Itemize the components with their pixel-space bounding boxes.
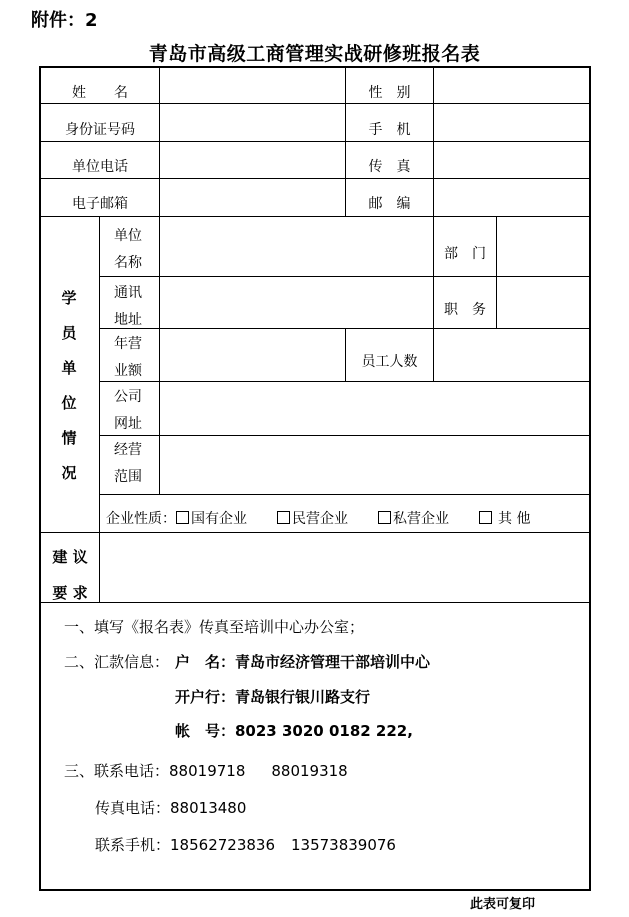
unit-phone-label: 单位电话 <box>72 159 128 175</box>
mobile-2: 13573839076 <box>291 836 396 854</box>
checkbox-other[interactable] <box>479 511 492 524</box>
mobile-label: 手 机 <box>368 122 411 138</box>
business-scope-label: 经营 范围 <box>114 442 142 485</box>
enterprise-nature: 企业性质： 国有企业 民营企业 私营企业 其 他 <box>106 511 531 527</box>
fax-line: 传真电话：88013480 <box>95 799 247 817</box>
checkbox-private[interactable] <box>378 511 391 524</box>
department-label: 部 门 <box>444 246 486 262</box>
gender-label: 性 别 <box>368 85 411 101</box>
position-label: 职 务 <box>444 302 486 318</box>
fax-label: 传 真 <box>368 159 411 175</box>
suggest-label-line1: 建 议 <box>52 548 88 566</box>
staff-count-label: 员工人数 <box>361 354 418 370</box>
revenue-label: 年营 业额 <box>114 336 142 379</box>
address-label: 通讯 地址 <box>114 285 142 328</box>
id-number-label: 身份证号码 <box>65 122 135 138</box>
phone-1: 88019718 <box>169 762 246 780</box>
account-name: 户 名：青岛市经济管理干部培训中心 <box>175 653 431 671</box>
mobile-1: 18562723836 <box>170 836 275 854</box>
name-label: 姓 名 <box>72 85 128 101</box>
checkbox-private-civil[interactable] <box>277 511 290 524</box>
attachment-label: 附件：2 <box>31 10 98 31</box>
suggest-label-line2: 要 求 <box>52 584 88 602</box>
section-label-student-unit: 学 员 单 位 情 况 <box>61 289 77 482</box>
note-item-1: 一、填写《报名表》传真至培训中心办公室； <box>64 618 365 636</box>
unit-name-label: 单位 名称 <box>114 228 142 271</box>
account-number: 帐 号：8023 3020 0182 222, <box>175 722 413 740</box>
checkbox-state-owned[interactable] <box>176 511 189 524</box>
note-item-2-prefix: 二、汇款信息： <box>64 653 170 671</box>
note-item-3: 三、联系电话：88019718 88019318 <box>64 762 348 780</box>
form-title: 青岛市高级工商管理实战研修班报名表 <box>148 43 481 65</box>
fax-number: 88013480 <box>170 799 247 817</box>
bank-name: 开户行：青岛银行银川路支行 <box>175 688 371 706</box>
mobile-line: 联系手机：18562723836 13573839076 <box>95 836 396 854</box>
phone-2: 88019318 <box>271 762 348 780</box>
email-label: 电子邮箱 <box>72 196 128 212</box>
website-label: 公司 网址 <box>114 389 142 432</box>
footer-note: 此表可复印 <box>470 897 536 912</box>
postcode-label: 邮 编 <box>368 196 411 212</box>
